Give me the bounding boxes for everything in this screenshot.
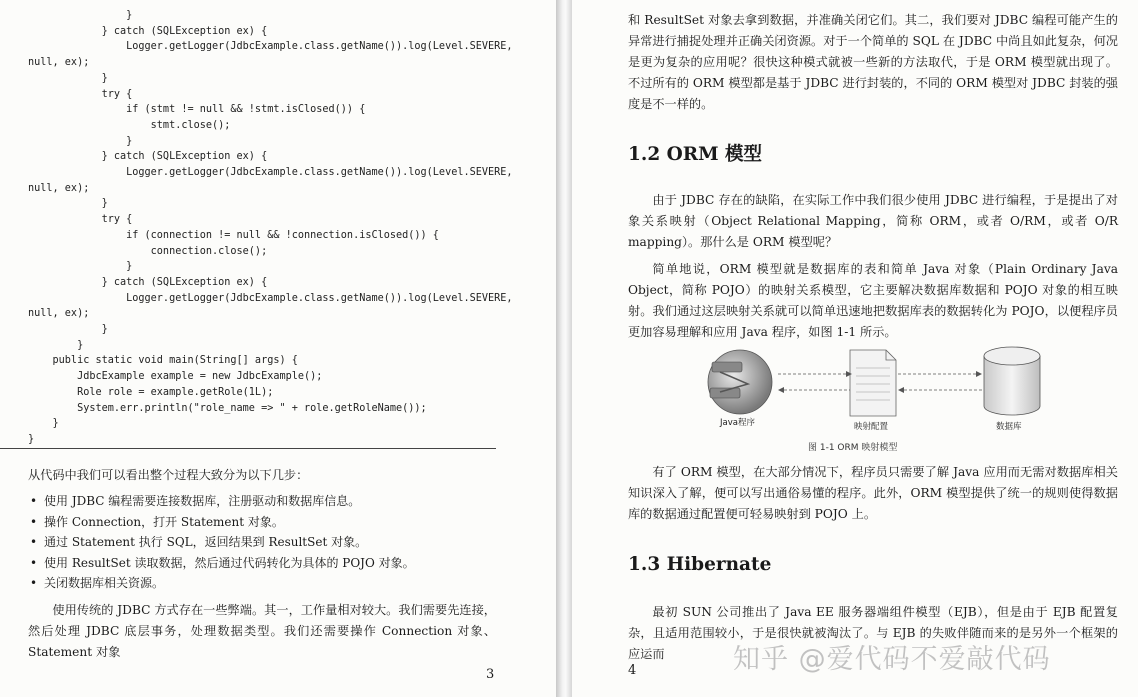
- java-program-icon: [708, 350, 772, 414]
- paragraph-text: 简单地说，ORM 模型就是数据库的表和简单 Java 对象（Plain Ordinary Java Object，简称 POJO）的映射关系模型，它主要解决数据库数据和 POJO 对象的相互映射。我们通过这层映射关系就可以简单迅速地把数据库表的数据转化为 POJO，以便程序员更加容易理解和应用 Java 程序，如图 1-1 所示。: [628, 262, 1118, 339]
- code-line: }: [28, 135, 133, 147]
- paragraph-text: 最初 SUN 公司推出了 Java EE 服务器端组件模型（EJB），但是由于 EJB 配置复杂，且适用范围较小，于是很快就被淘汰了。与 EJB 的失败伴随而来的是另外一个框架的应运而: [628, 605, 1118, 661]
- steps-intro-text: 从代码中我们可以看出整个过程大致分为以下几步：: [28, 468, 309, 482]
- code-line: Logger.getLogger(JdbcExample.class.getName()).log(Level.SEVERE,: [28, 292, 513, 304]
- code-line: }: [28, 72, 108, 84]
- paragraph-text: 由于 JDBC 存在的缺陷，在实际工作中我们很少使用 JDBC 进行编程，于是提出了对象关系映射（Object Relational Mapping，简称 ORM，或者 O/RM，或者 O/R mapping）。那什么是 ORM 模型呢？: [628, 193, 1118, 249]
- steps-list: [28, 491, 498, 594]
- continued-paragraph: [628, 10, 1118, 115]
- list-item: • 使用 ResultSet 读取数据，然后通过代码转化为具体的 POJO 对象。: [28, 553, 498, 574]
- section-title-orm: 1.2 ORM 模型: [628, 144, 763, 165]
- orm-intro-paragraph: [628, 190, 1118, 253]
- code-line: JdbcExample example = new JdbcExample();: [28, 371, 323, 383]
- orm-mapping-figure: [700, 344, 1060, 434]
- list-item: • 通过 Statement 执行 SQL，返回结果到 ResultSet 对象。: [28, 532, 498, 553]
- code-line: }: [28, 418, 59, 430]
- section-title-hibernate: 1.3 Hibernate: [628, 554, 772, 575]
- list-item: • 操作 Connection，打开 Statement 对象。: [28, 512, 498, 533]
- code-line: } catch (SQLException ex) {: [28, 151, 268, 163]
- code-listing: [28, 8, 513, 448]
- left-page: [0, 0, 556, 697]
- page-number-left: 3: [486, 667, 495, 682]
- orm-definition-paragraph: [628, 259, 1118, 343]
- code-line: }: [28, 433, 35, 445]
- code-line: null, ex);: [28, 182, 90, 194]
- code-line: }: [28, 261, 133, 273]
- code-line: Role role = example.getRole(1L);: [28, 386, 274, 398]
- code-line: }: [28, 324, 108, 336]
- java-program-label: Java程序: [720, 418, 755, 428]
- code-line: if (connection != null && !connection.isClosed()) {: [28, 229, 439, 241]
- code-line: } catch (SQLException ex) {: [28, 25, 268, 37]
- code-line: stmt.close();: [28, 119, 231, 131]
- mapping-config-icon: [850, 350, 896, 416]
- code-line: if (stmt != null && !stmt.isClosed()) {: [28, 104, 366, 116]
- code-line: }: [28, 198, 108, 210]
- paragraph-text: 和 ResultSet 对象去拿到数据，并准确关闭它们。其二，我们要对 JDBC 编程可能产生的异常进行捕捉处理并正确关闭资源。对于一个简单的 SQL 在 JDBC 中尚且如此复杂，何况是更为复杂的应用呢？很快这种模式就被一些新的方法取代，于是 ORM 模型就出现了。不过所有的 ORM 模型都是基于 JDBC 进行封装的，不同的 ORM 模型对 JDBC 封装的强度是不一样的。: [628, 13, 1118, 111]
- code-line: null, ex);: [28, 57, 90, 69]
- code-line: Logger.getLogger(JdbcExample.class.getName()).log(Level.SEVERE,: [28, 41, 513, 53]
- code-end-rule: [0, 448, 496, 449]
- list-item: • 使用 JDBC 编程需要连接数据库，注册驱动和数据库信息。: [28, 491, 498, 512]
- paragraph-text: 使用传统的 JDBC 方式存在一些弊端。其一，工作量相对较大。我们需要先连接，然后处理 JDBC 底层事务，处理数据类型。我们还需要操作 Connection 对象、Statement 对象: [28, 603, 496, 659]
- database-label: 数据库: [996, 422, 1022, 432]
- list-item: • 关闭数据库相关资源。: [28, 573, 498, 594]
- jdbc-drawbacks-paragraph: [28, 600, 496, 663]
- code-line: }: [28, 10, 133, 21]
- code-line: } catch (SQLException ex) {: [28, 276, 268, 288]
- mapping-config-label: 映射配置: [854, 422, 889, 432]
- code-line: public static void main(String[] args) {: [28, 355, 298, 367]
- orm-benefit-paragraph: [628, 462, 1118, 525]
- code-line: System.err.println("role_name => " + role.getRoleName());: [28, 402, 427, 414]
- code-line: connection.close();: [28, 245, 268, 257]
- watermark: 知乎 @爱代码不爱敲代码: [733, 644, 1051, 675]
- code-line: }: [28, 339, 84, 351]
- code-line: try {: [28, 88, 133, 100]
- code-line: null, ex);: [28, 308, 90, 320]
- book-gutter: [556, 0, 572, 697]
- steps-intro: [28, 465, 498, 486]
- figure-caption: 图 1-1 ORM 映射模型: [808, 443, 898, 453]
- database-icon: [984, 347, 1040, 415]
- code-line: try {: [28, 214, 133, 226]
- page-number-right: 4: [628, 663, 637, 678]
- code-line: Logger.getLogger(JdbcExample.class.getName()).log(Level.SEVERE,: [28, 167, 513, 179]
- paragraph-text: 有了 ORM 模型，在大部分情况下，程序员只需要了解 Java 应用而无需对数据库相关知识深入了解，便可以写出通俗易懂的程序。此外，ORM 模型提供了统一的规则使得数据库的数据通过配置便可轻易映射到 POJO 上。: [628, 465, 1118, 521]
